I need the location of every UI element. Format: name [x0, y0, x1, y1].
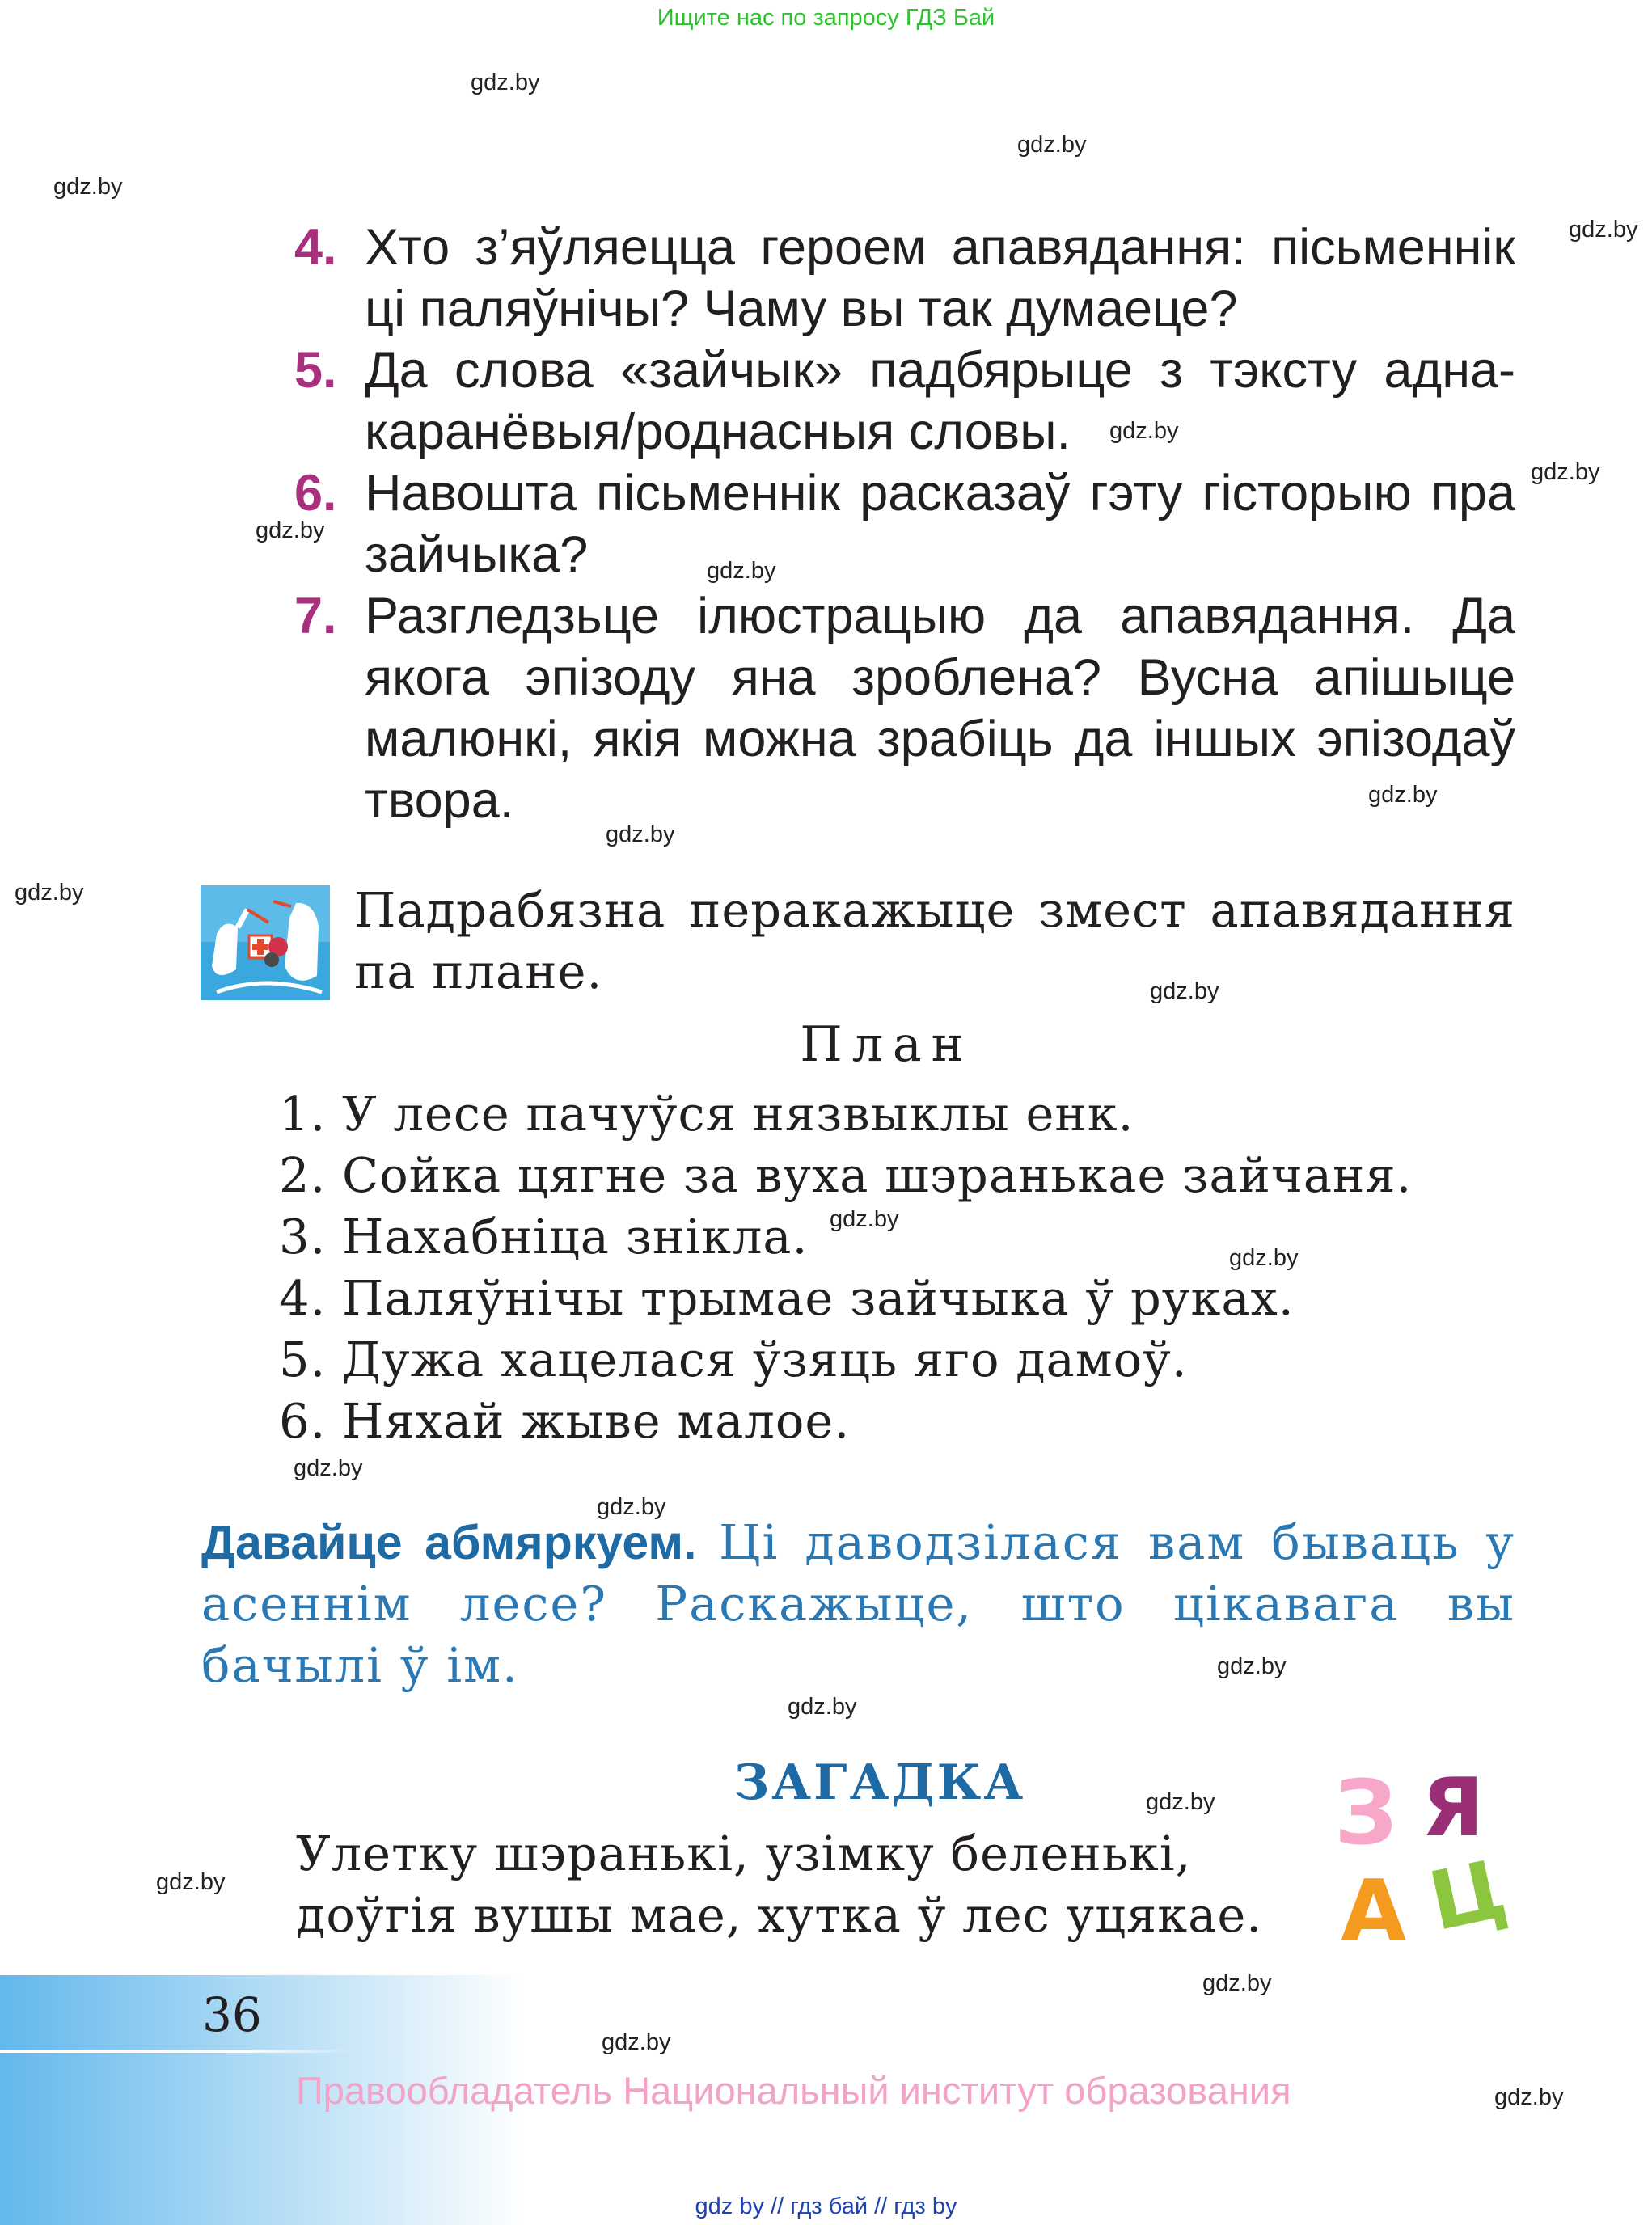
watermark: gdz.by — [15, 880, 84, 906]
watermark: gdz.by — [788, 1694, 857, 1720]
riddle-line: Улетку шэранькі, узімку беленькі, — [296, 1826, 1192, 1881]
riddle-text — [296, 1823, 1347, 1946]
watermark: gdz.by — [707, 558, 776, 584]
watermark: gdz.by — [606, 821, 675, 847]
questions-list — [294, 217, 1515, 831]
question-item — [294, 340, 1515, 462]
watermark: gdz.by — [1150, 978, 1219, 1004]
discussion-task — [201, 1512, 1515, 1696]
plan-item: 6. Няхай жыве малое. — [279, 1393, 851, 1449]
plan-list — [279, 1083, 1540, 1452]
watermark: gdz.by — [471, 70, 540, 95]
watermark: gdz.by — [830, 1206, 899, 1232]
question-number: 4. — [294, 219, 337, 276]
watermark: gdz.by — [602, 2029, 671, 2055]
top-banner: Ищите нас по запросу ГДЗ Бай — [657, 5, 995, 31]
riddle-letters-illustration — [1326, 1754, 1528, 1965]
watermark: gdz.by — [1146, 1789, 1215, 1815]
question-item — [294, 462, 1515, 585]
riddle-line: доўгія вушы мае, хутка ў лес уцякае. — [296, 1887, 1262, 1943]
page-number-divider — [0, 2050, 356, 2053]
watermark: gdz.by — [1229, 1245, 1299, 1271]
watermark: gdz.by — [53, 174, 123, 200]
question-text: Хто з’яўляецца героем апавядання: пісьменнік ці паляўнічы? Чаму вы так думаеце? — [365, 219, 1515, 337]
watermark: gdz.by — [1202, 1970, 1272, 1996]
watermark: gdz.by — [1109, 418, 1179, 444]
letter-z: З — [1334, 1761, 1398, 1864]
footer-links: gdz by // гдз бай // гдз by — [695, 2193, 957, 2219]
watermark: gdz.by — [597, 1494, 666, 1520]
riddle-title: ЗАГАДКА — [734, 1754, 1026, 1811]
watermark: gdz.by — [156, 1869, 226, 1895]
question-item — [294, 217, 1515, 340]
letter-ya: Я — [1422, 1760, 1485, 1855]
watermark: gdz.by — [1494, 2084, 1564, 2110]
rights-holder: Правообладатель Национальный институт образования — [296, 2069, 1291, 2112]
plan-title: План — [800, 1016, 974, 1073]
question-item — [294, 585, 1515, 831]
question-text: Разгледзьце ілюстрацыю да апавядання. Да якога эпізоду яна зроблена? Вусна апішыце малюнкі, якія можна зрабіць да іншых эпізодаў твора. — [365, 588, 1515, 829]
question-number: 7. — [294, 588, 337, 644]
plan-item: 4. Паляўнічы трымае зайчыка ў руках. — [279, 1270, 1295, 1326]
storks-retell-icon — [201, 885, 330, 1000]
plan-item: 1. У лесе пачуўся нязвыклы енк. — [279, 1086, 1134, 1142]
question-number: 5. — [294, 342, 337, 399]
watermark: gdz.by — [1217, 1653, 1287, 1679]
letter-ts: Ц — [1421, 1841, 1515, 1950]
watermark: gdz.by — [1017, 132, 1087, 158]
plan-item: 2. Сойка цягне за вуха шэранькае зайчаня. — [279, 1147, 1413, 1203]
discussion-text: Ці даводзілася вам бываць у асеннім лесе? Раскажыце, што цікавага вы бачылі ў ім. — [201, 1514, 1515, 1693]
question-text: Навошта пісьменнік расказаў гэту гісторыю пра зайчыка? — [365, 465, 1515, 583]
question-number: 6. — [294, 465, 337, 521]
watermark: gdz.by — [1368, 782, 1438, 808]
retell-task: Падрабязна перакажыце змест апавядання па плане. — [354, 882, 1515, 999]
plan-item: 3. Нахабніца знікла. — [279, 1209, 809, 1264]
watermark: gdz.by — [294, 1455, 363, 1481]
watermark: gdz.by — [256, 517, 325, 543]
watermark: gdz.by — [1531, 459, 1600, 485]
letter-a: А — [1341, 1862, 1407, 1961]
plan-item: 5. Дужа хацелася ўзяць яго дамоў. — [279, 1332, 1188, 1387]
discussion-heading: Давайце абмяркуем. — [201, 1516, 697, 1569]
watermark: gdz.by — [1569, 217, 1638, 243]
question-text: Да слова «зайчык» падбярыце з тэксту адна-каранёвыя/роднасныя словы. — [365, 342, 1515, 460]
page-number: 36 — [202, 1987, 262, 2042]
